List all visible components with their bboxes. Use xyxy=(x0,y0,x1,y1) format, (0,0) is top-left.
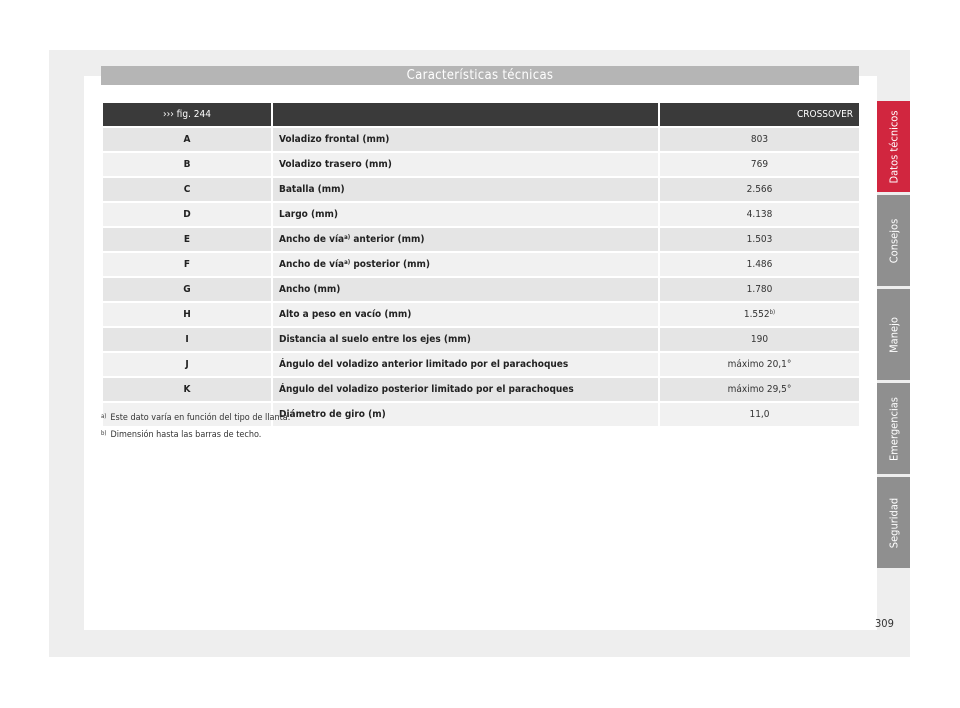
footnote-text: Este dato varía en función del tipo de llanta. xyxy=(110,413,291,423)
row-key: G xyxy=(102,277,272,302)
tab-manejo[interactable] xyxy=(877,289,910,380)
table-row xyxy=(102,302,860,327)
tab-label: Seguridad xyxy=(887,497,900,548)
row-value: 1.503 xyxy=(659,227,860,252)
row-label: Alto a peso en vacío (mm) xyxy=(272,302,659,327)
row-label: Distancia al suelo entre los ejes (mm) xyxy=(272,327,659,352)
table-row xyxy=(102,352,860,377)
table-row xyxy=(102,127,860,152)
figure-reference-link[interactable]: ››› fig. 244 xyxy=(102,102,272,127)
row-label: Batalla (mm) xyxy=(272,177,659,202)
footnote xyxy=(101,427,290,444)
tab-label: Manejo xyxy=(887,316,900,353)
row-label: Ángulo del voladizo posterior limitado por el parachoques xyxy=(272,377,659,402)
row-value: 2.566 xyxy=(659,177,860,202)
tab-label: Datos técnicos xyxy=(887,110,900,183)
value-text: 1.552 xyxy=(743,309,770,320)
label-text: Ancho de vía xyxy=(279,259,345,270)
row-label xyxy=(272,252,659,277)
row-value: 4.138 xyxy=(659,202,860,227)
row-value: máximo 20,1° xyxy=(659,352,860,377)
table-row xyxy=(102,252,860,277)
row-label: Voladizo trasero (mm) xyxy=(272,152,659,177)
row-key: E xyxy=(102,227,272,252)
row-label: Voladizo frontal (mm) xyxy=(272,127,659,152)
row-value xyxy=(659,302,860,327)
footnote-text: Dimensión hasta las barras de techo. xyxy=(110,430,262,440)
tab-datos-tecnicos[interactable] xyxy=(877,101,910,192)
footnote-ref[interactable]: a) xyxy=(344,259,351,266)
tab-label: Emergencias xyxy=(887,396,900,461)
row-value: 190 xyxy=(659,327,860,352)
header-blank xyxy=(272,102,659,127)
row-key: I xyxy=(102,327,272,352)
footnote xyxy=(101,410,290,427)
row-key: D xyxy=(102,202,272,227)
row-label xyxy=(272,227,659,252)
tab-label: Consejos xyxy=(887,218,900,263)
row-value: 1.780 xyxy=(659,277,860,302)
chapter-tabs xyxy=(877,101,910,571)
row-value: máximo 29,5° xyxy=(659,377,860,402)
row-value: 803 xyxy=(659,127,860,152)
row-value: 769 xyxy=(659,152,860,177)
row-label: Diámetro de giro (m) xyxy=(272,402,659,427)
footnotes xyxy=(101,410,290,444)
table-row xyxy=(102,202,860,227)
table-row xyxy=(102,177,860,202)
label-text: posterior (mm) xyxy=(350,259,430,270)
table-row xyxy=(102,152,860,177)
specs-table xyxy=(101,101,861,428)
row-key: K xyxy=(102,377,272,402)
table-row xyxy=(102,227,860,252)
label-text: anterior (mm) xyxy=(350,234,425,245)
row-key: A xyxy=(102,127,272,152)
row-label: Largo (mm) xyxy=(272,202,659,227)
row-key: B xyxy=(102,152,272,177)
table-row xyxy=(102,327,860,352)
table-header-row xyxy=(102,102,860,127)
row-label: Ángulo del voladizo anterior limitado por el parachoques xyxy=(272,352,659,377)
section-title: Características técnicas xyxy=(101,66,859,85)
model-header: CROSSOVER xyxy=(659,102,860,127)
row-value: 11,0 xyxy=(659,402,860,427)
footnote-mark: a) xyxy=(101,413,107,420)
table-row xyxy=(102,377,860,402)
row-key: J xyxy=(102,352,272,377)
row-key: H xyxy=(102,302,272,327)
footnote-ref[interactable]: b) xyxy=(769,309,776,316)
tab-emergencias[interactable] xyxy=(877,383,910,474)
tab-seguridad[interactable] xyxy=(877,477,910,568)
row-key: F xyxy=(102,252,272,277)
footnote-ref[interactable]: a) xyxy=(344,234,351,241)
footnote-mark: b) xyxy=(101,430,107,437)
tab-consejos[interactable] xyxy=(877,195,910,286)
label-text: Ancho de vía xyxy=(279,234,345,245)
row-label: Ancho (mm) xyxy=(272,277,659,302)
row-value: 1.486 xyxy=(659,252,860,277)
row-key: C xyxy=(102,177,272,202)
page-number: 309 xyxy=(875,617,894,630)
table-row xyxy=(102,277,860,302)
